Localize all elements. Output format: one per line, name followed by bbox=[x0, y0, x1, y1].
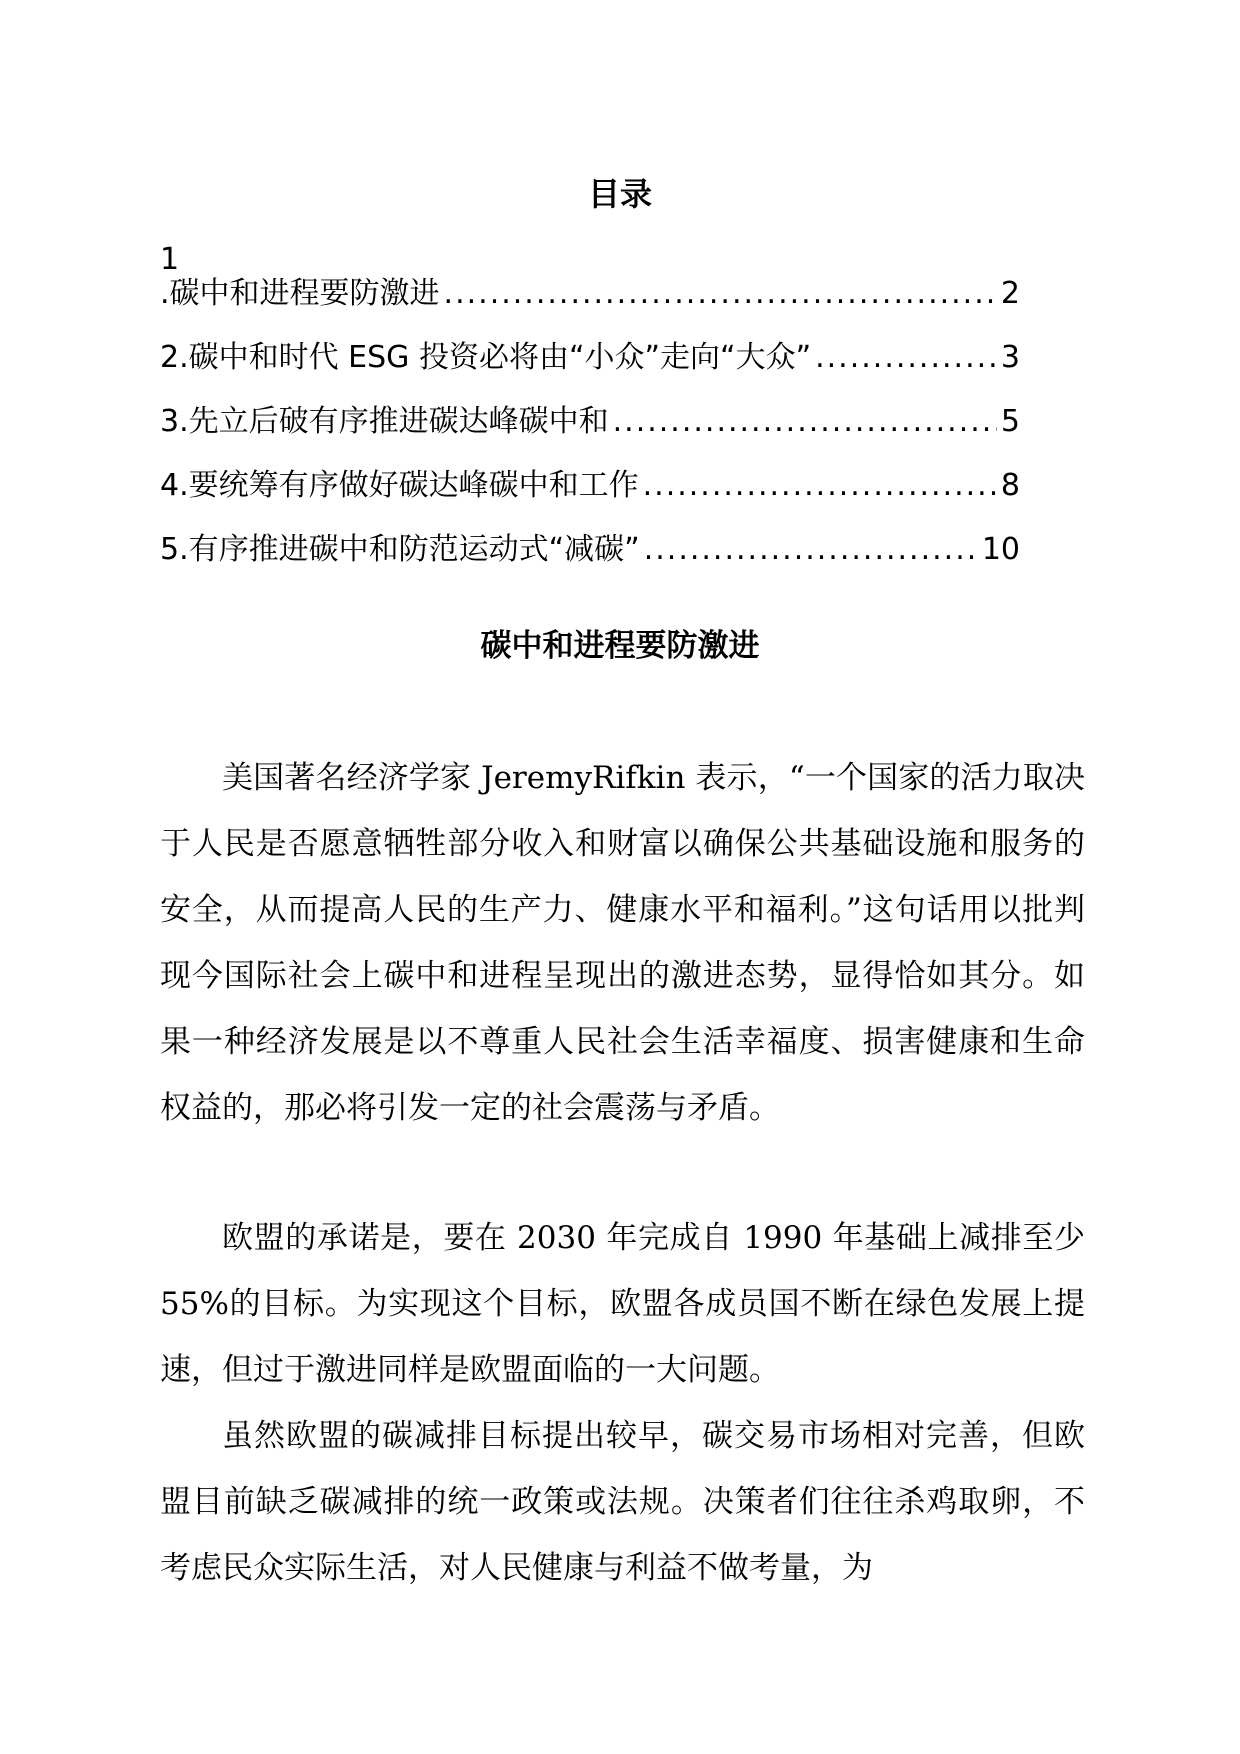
toc-entry-label: 5.有序推进碳中和防范运动式“减碳” bbox=[160, 532, 640, 567]
article-paragraph-3: 虽然欧盟的碳减排目标提出较早，碳交易市场相对完善，但欧盟目前缺乏碳减排的统一政策或法规。决策者们往往杀鸡取卵，不考虑民众实际生活，对人民健康与利益不做考量，为 bbox=[160, 1418, 1085, 1586]
toc-entry-page: 2 bbox=[1000, 276, 1020, 311]
toc-dot-leader bbox=[643, 464, 997, 508]
toc-first-number: 1 bbox=[160, 242, 180, 277]
article-title: 碳中和进程要防激进 bbox=[480, 628, 760, 664]
toc-dot-leader bbox=[444, 272, 997, 316]
toc-entry-label: 2.碳中和时代 ESG 投资必将由“小众”走向“大众” bbox=[160, 340, 812, 375]
toc-entry-page: 8 bbox=[1000, 468, 1020, 503]
toc-title: 目录 bbox=[587, 175, 652, 213]
toc-entry-1[interactable] bbox=[160, 272, 1020, 316]
toc-entry-5[interactable] bbox=[160, 528, 1020, 572]
toc-entry-label: .碳中和进程要防激进 bbox=[160, 276, 440, 311]
toc-dot-leader bbox=[815, 336, 997, 380]
toc-entry-2[interactable] bbox=[160, 336, 1020, 380]
toc-entry-label: 3.先立后破有序推进碳达峰碳中和 bbox=[160, 404, 609, 439]
toc-dot-leader bbox=[644, 528, 978, 572]
toc-entry-3[interactable] bbox=[160, 400, 1020, 444]
toc-entry-4[interactable] bbox=[160, 464, 1020, 508]
toc-entry-page: 5 bbox=[1000, 404, 1020, 439]
article-paragraph-2: 欧盟的承诺是，要在 2030 年完成自 1990 年基础上减排至少 55%的目标。为实现这个目标，欧盟各成员国不断在绿色发展上提速，但过于激进同样是欧盟面临的一大问题。 bbox=[160, 1220, 1085, 1388]
toc-entry-label: 4.要统筹有序做好碳达峰碳中和工作 bbox=[160, 468, 639, 503]
toc-entry-page: 10 bbox=[981, 532, 1020, 567]
toc-dot-leader bbox=[613, 400, 997, 444]
article-paragraph-1: 美国著名经济学家 JeremyRifkin 表示，“一个国家的活力取决于人民是否愿意牺牲部分收入和财富以确保公共基础设施和服务的安全，从而提高人民的生产力、健康水平和福利。”这句话用以批判现今国际社会上碳中和进程呈现出的激进态势，显得恰如其分。如果一种经济发展是以不尊重人民社会生活幸福度、损害健康和生命权益的，那必将引发一定的社会震荡与矛盾。 bbox=[160, 760, 1085, 1126]
toc-entry-page: 3 bbox=[1000, 340, 1020, 375]
